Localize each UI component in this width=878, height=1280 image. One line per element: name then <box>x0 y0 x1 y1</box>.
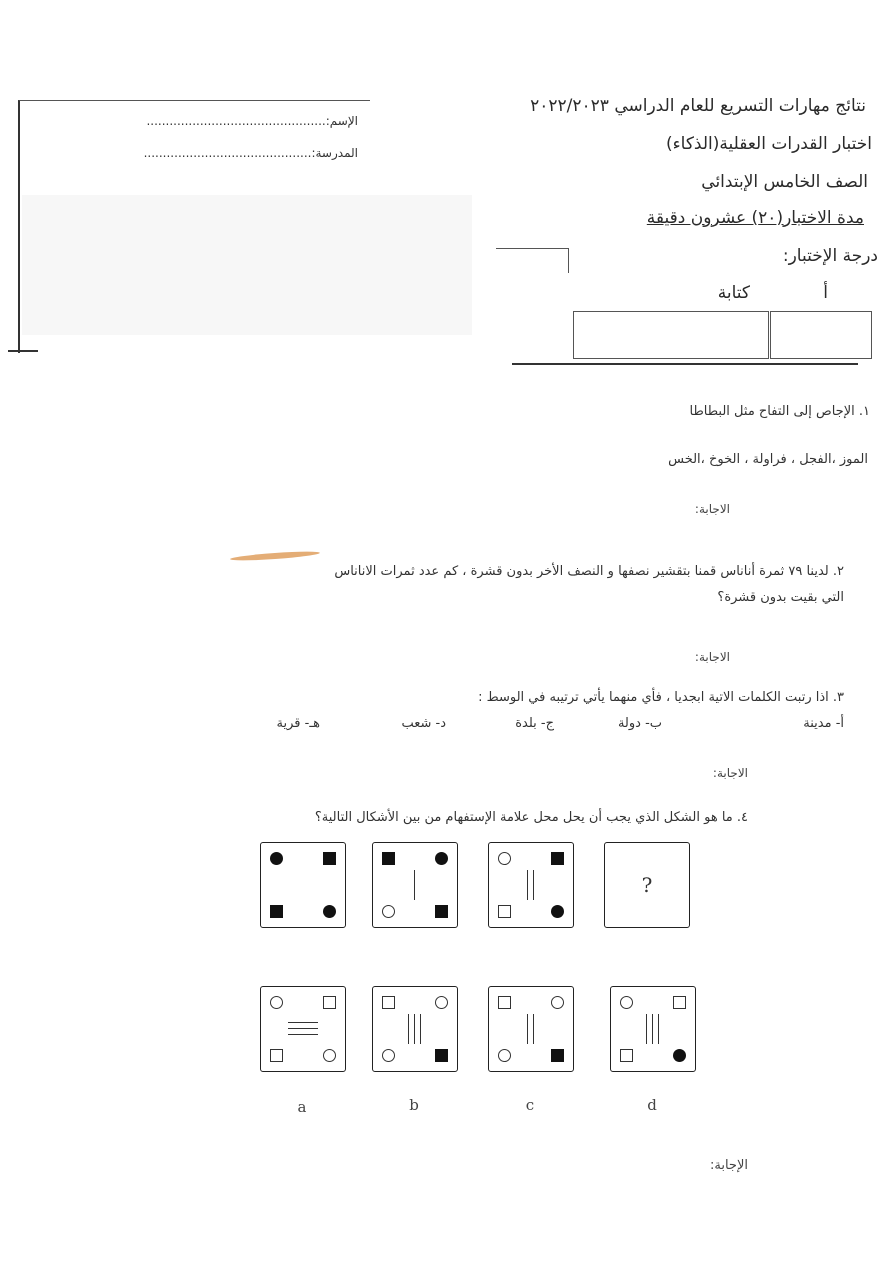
filled-circle <box>270 852 283 865</box>
vertical-line <box>527 870 528 900</box>
option-figure-b[interactable] <box>372 986 458 1072</box>
filled-circle <box>435 852 448 865</box>
q1-text: ١. الإجاص إلى التفاح مثل البطاطا <box>689 404 870 419</box>
filled-square <box>382 852 395 865</box>
header-grade: الصف الخامس الإبتدائي <box>701 172 868 192</box>
header-grade-label: درجة الإختبار: <box>782 246 878 266</box>
filled-square <box>551 1049 564 1062</box>
outline-circle <box>323 1049 336 1062</box>
score-digits-box[interactable] <box>770 311 872 359</box>
box-corner-line <box>8 350 38 352</box>
outline-circle <box>382 905 395 918</box>
q3-option-a: أ- مدينة <box>803 716 844 731</box>
filled-square <box>323 852 336 865</box>
filled-square <box>435 905 448 918</box>
outline-square <box>673 996 686 1009</box>
outline-square <box>620 1049 633 1062</box>
filled-square <box>435 1049 448 1062</box>
outline-circle <box>551 996 564 1009</box>
filled-circle <box>551 905 564 918</box>
outline-circle <box>498 1049 511 1062</box>
q3-text: ٣. اذا رتبت الكلمات الاتية ابجديا ، فأي منهما يأتي ترتيبه في الوسط : <box>478 690 844 705</box>
name-field[interactable]: الإسم:............................................... <box>146 114 358 128</box>
filled-square <box>551 852 564 865</box>
vertical-line <box>533 1014 534 1044</box>
q3-answer-label: الاجابة: <box>712 766 748 780</box>
filled-square <box>270 905 283 918</box>
option-figure-d[interactable] <box>610 986 696 1072</box>
header-title: نتائج مهارات التسريع للعام الدراسي ٢٠٢٢/٢٠٢٣ <box>530 96 866 116</box>
outline-circle <box>498 852 511 865</box>
vertical-line <box>408 1014 409 1044</box>
outline-circle <box>270 996 283 1009</box>
score-words-box[interactable] <box>573 311 769 359</box>
question-mark: ? <box>641 873 653 897</box>
q4-text: ٤. ما هو الشكل الذي يجب أن يحل محل علامة الإستفهام من بين الأشكال التالية؟ <box>314 810 748 825</box>
score-digits-label: أ <box>823 283 828 303</box>
q4-answer-label: الإجابة: <box>710 1158 748 1173</box>
outline-circle <box>435 996 448 1009</box>
q1-options: الموز ،الفجل ، فراولة ، الخوخ ،الخس <box>668 452 868 467</box>
vertical-line <box>527 1014 528 1044</box>
vertical-line <box>533 870 534 900</box>
header-duration: مدة الاختبار(٢٠) عشرون دقيقة <box>646 208 864 228</box>
q3-option-b: ب- دولة <box>617 716 662 731</box>
q2-text-line2: التي بقيت بدون قشرة؟ <box>717 590 844 605</box>
horizontal-line <box>288 1022 318 1023</box>
sequence-figure-3 <box>488 842 574 928</box>
outline-circle <box>620 996 633 1009</box>
vertical-line <box>646 1014 647 1044</box>
outline-square <box>498 905 511 918</box>
outline-square <box>323 996 336 1009</box>
outline-square <box>270 1049 283 1062</box>
horizontal-line <box>288 1028 318 1029</box>
score-box <box>496 248 569 273</box>
q3-option-c: ج- بلدة <box>515 716 554 731</box>
q1-answer-label: الاجابة: <box>694 502 730 516</box>
q3-option-d: د- شعب <box>401 716 446 731</box>
option-label-d: d <box>647 1096 657 1114</box>
outline-square <box>382 996 395 1009</box>
option-figure-c[interactable] <box>488 986 574 1072</box>
outline-square <box>498 996 511 1009</box>
sequence-figure-1 <box>260 842 346 928</box>
score-words-label: كتابة <box>717 283 750 303</box>
option-label-c: c <box>525 1096 535 1114</box>
option-label-a: a <box>297 1098 307 1116</box>
vertical-line <box>658 1014 659 1044</box>
option-figure-a[interactable] <box>260 986 346 1072</box>
horizontal-line <box>288 1034 318 1035</box>
outline-circle <box>382 1049 395 1062</box>
sequence-figure-missing <box>604 842 690 928</box>
filled-circle <box>323 905 336 918</box>
school-field[interactable]: المدرسة:............................................ <box>143 146 358 160</box>
obscured-area <box>22 195 472 335</box>
header-subject: اختبار القدرات العقلية(الذكاء) <box>666 134 872 154</box>
vertical-line <box>420 1014 421 1044</box>
q2-answer-label: الاجابة: <box>694 650 730 664</box>
orange-mark <box>230 550 320 562</box>
vertical-line <box>414 1014 415 1044</box>
option-label-b: b <box>409 1096 419 1114</box>
q2-text-line1: ٢. لدينا ٧٩ ثمرة أناناس قمنا بتقشير نصفها و النصف الأخر بدون قشرة ، كم عدد ثمرات الاناناس <box>334 564 844 579</box>
q3-option-e: هـ- قرية <box>276 716 320 731</box>
filled-circle <box>673 1049 686 1062</box>
header-divider <box>512 363 858 365</box>
vertical-line <box>652 1014 653 1044</box>
vertical-line <box>414 870 415 900</box>
sequence-figure-2 <box>372 842 458 928</box>
